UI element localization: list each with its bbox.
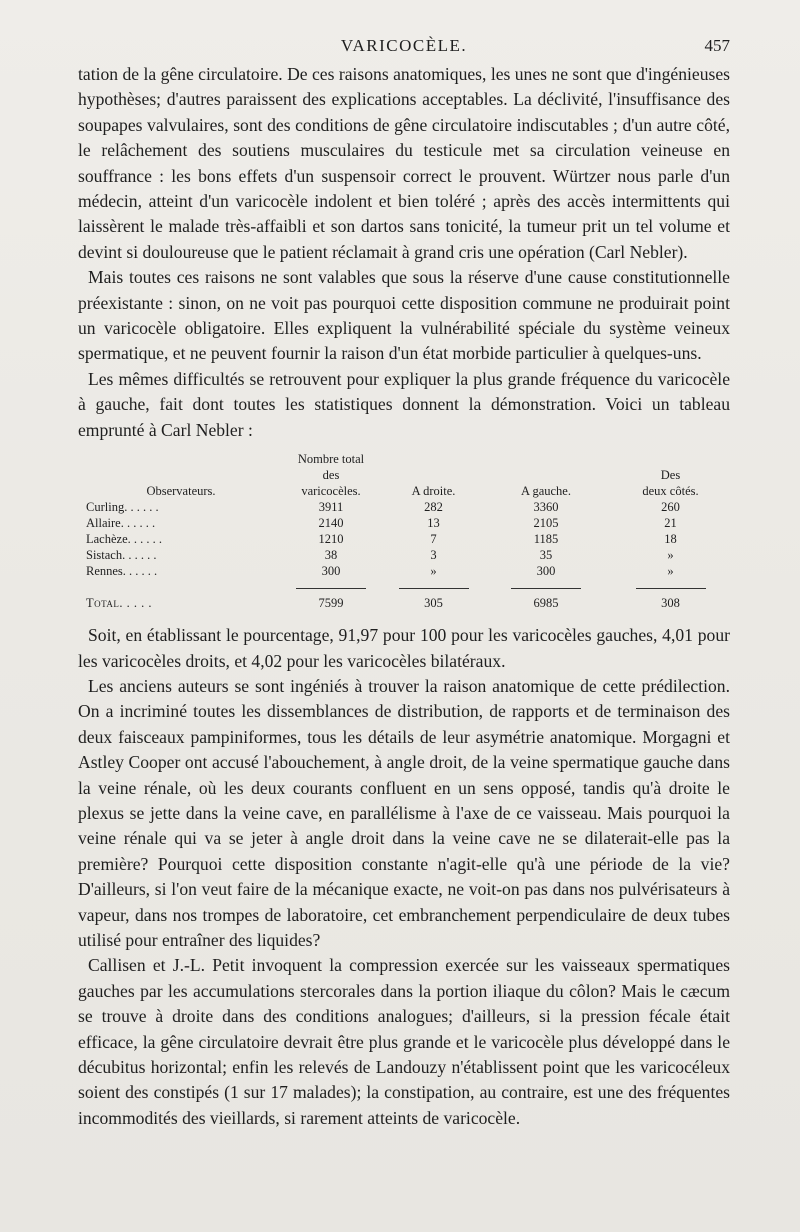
- header-droite: A droite.: [411, 484, 456, 499]
- observer-name: Curling. . . . . .: [86, 500, 159, 515]
- gauche-cell: 300: [536, 564, 556, 579]
- table-row: [78, 547, 730, 563]
- table-header-row: [78, 467, 730, 483]
- table-rule-row: [78, 579, 730, 595]
- total-cell: 1210: [318, 532, 344, 547]
- total-cell: 7599: [318, 596, 344, 611]
- droite-cell: 7: [430, 532, 437, 547]
- total-cell: 3911: [318, 500, 344, 515]
- statistics-table: [78, 451, 730, 611]
- sum-rule: [399, 588, 469, 589]
- paragraph: tation de la gêne circulatoire. De ces raisons anatomiques, les unes ne sont que d'ingénieuses hypothèses; d'autres paraissent des explications acceptables. La déclivité, l'insuffisance des soupapes valvulaires, sont des conditions de gêne circulatoire indiscutables ; d'un autre côté, le relâchement des soutiens musculaires du testicule met sa circulation veineuse en souffrance : les bons effets d'un suspensoir correct le prouvent. Würtzer nous parle d'un médecin, atteint d'un varicocèle indolent et bien toléré ; après des accès intermittents qui laissèrent le malade très-affaibli et son dartos sans tonicité, la tumeur prit un tel volume et devint si douloureuse que le patient réclamait à grand cris une opération (Carl Nebler).: [78, 64, 730, 262]
- droite-cell: 3: [430, 548, 437, 563]
- header-gauche: A gauche.: [521, 484, 571, 499]
- observer-name: Allaire. . . . . .: [86, 516, 156, 531]
- header-total-line2: des: [322, 468, 340, 483]
- table-row: [78, 531, 730, 547]
- paragraph: Soit, en établissant le pourcentage, 91,97 pour 100 pour les varicocèles gauches, 4,01 pour les varicocèles droits, et 4,02 pour les varicocèles bilatéraux.: [78, 625, 730, 671]
- sum-rule: [511, 588, 581, 589]
- gauche-cell: 6985: [533, 596, 559, 611]
- header-deux-line1: Des: [660, 468, 681, 483]
- table-row: [78, 563, 730, 579]
- table-row: [78, 515, 730, 531]
- observer-name: Rennes. . . . . .: [86, 564, 158, 579]
- gauche-cell: 2105: [533, 516, 559, 531]
- droite-cell: 305: [424, 596, 443, 611]
- paragraph: Mais toutes ces raisons ne sont valables que sous la réserve d'une cause constitutionnelle préexistante : sinon, on ne voit pas pourquoi cette disposition commune ne produirait point un varicocèle obligatoire. Elles expliquent la vulnérabilité spéciale du système veineux spermatique, et ne peuvent fournir la raison d'un état morbide particulier à quelques-uns.: [78, 267, 730, 364]
- gauche-cell: 1185: [533, 532, 559, 547]
- total-cell: 300: [321, 564, 341, 579]
- deux-cell: 260: [661, 500, 680, 515]
- paragraph: Callisen et J.-L. Petit invoquent la compression exercée sur les vaisseaux spermatiques gauches par les accumulations stercorales dans la portion iliaque du côlon? Mais le cæcum se trouve à droite dans des conditions analogues; d'ailleurs, si la pression fécale était efficace, la gêne circulatoire devrait être plus grande et le varicocèle plus développé dans le décubitus horizontal; enfin les relevés de Landouzy n'établissent point que les varicocéleux soient des constipés (1 sur 17 malades); la constipation, au contraire, est une des fréquentes incommodités des vieillards, si rarement atteints de varicocèle.: [78, 955, 730, 1128]
- table-header-row: [78, 451, 730, 467]
- deux-cell: 21: [664, 516, 677, 531]
- droite-cell: 282: [424, 500, 443, 515]
- total-cell: 2140: [318, 516, 344, 531]
- deux-cell: 308: [661, 596, 680, 611]
- observer-name: Lachèze. . . . . .: [86, 532, 163, 547]
- table-row: [78, 499, 730, 515]
- droite-cell: »: [430, 564, 437, 579]
- deux-cell: »: [667, 548, 674, 563]
- header-observateurs: Observateurs.: [146, 484, 216, 499]
- observer-name: Sistach. . . . . .: [86, 548, 157, 563]
- header-varicoceles: varicocèles.: [301, 484, 361, 499]
- header-total-line1: Nombre total: [297, 452, 365, 467]
- gauche-cell: 35: [539, 548, 553, 563]
- total-cell: 38: [324, 548, 338, 563]
- deux-cell: 18: [664, 532, 677, 547]
- deux-cell: »: [667, 564, 674, 579]
- header-deux-line2: deux côtés.: [642, 484, 699, 499]
- total-label: Total. . . . .: [86, 596, 153, 611]
- droite-cell: 13: [427, 516, 440, 531]
- sum-rule: [296, 588, 366, 589]
- gauche-cell: 3360: [533, 500, 559, 515]
- table-total-row: [78, 595, 730, 611]
- running-title: VARICOCÈLE.: [340, 36, 468, 55]
- table-header-row: [78, 483, 730, 499]
- running-head: [78, 32, 730, 62]
- sum-rule: [636, 588, 706, 589]
- paragraph: Les anciens auteurs se sont ingéniés à trouver la raison anatomique de cette prédilection. On a incriminé toutes les dissemblances de distribution, de rapports et de terminaison des deux faisceaux pampiniformes, tous les détails de leur asymétrie anatomique. Morgagni et Astley Cooper ont accusé l'abouchement, à angle droit, de la veine spermatique gauche dans la veine rénale, où les deux courants confluent en un sens opposé, tandis qu'à droite le plexus se jette dans la veine cave, en parallélisme à l'axe de ce vaisseau. Mais pourquoi la veine rénale qui va se jeter à angle droit dans la veine cave ne se dilaterait-elle pas la première? Pourquoi cette disposition constante n'agit-elle qu'à une période de la vie? D'ailleurs, si l'on veut faire de la mécanique exacte, ne voit-on pas dans nos pulvérisateurs à vapeur, dans nos trompes de laboratoire, cet embranchement perpendiculaire de deux tubes utilisé pour entraîner des liquides?: [78, 675, 730, 950]
- paragraph: Les mêmes difficultés se retrouvent pour expliquer la plus grande fréquence du varicocèle à gauche, fait dont toutes les statistiques donnent la démonstration. Voici un tableau emprunté à Carl Nebler :: [78, 368, 730, 440]
- page-number: 457: [704, 36, 730, 55]
